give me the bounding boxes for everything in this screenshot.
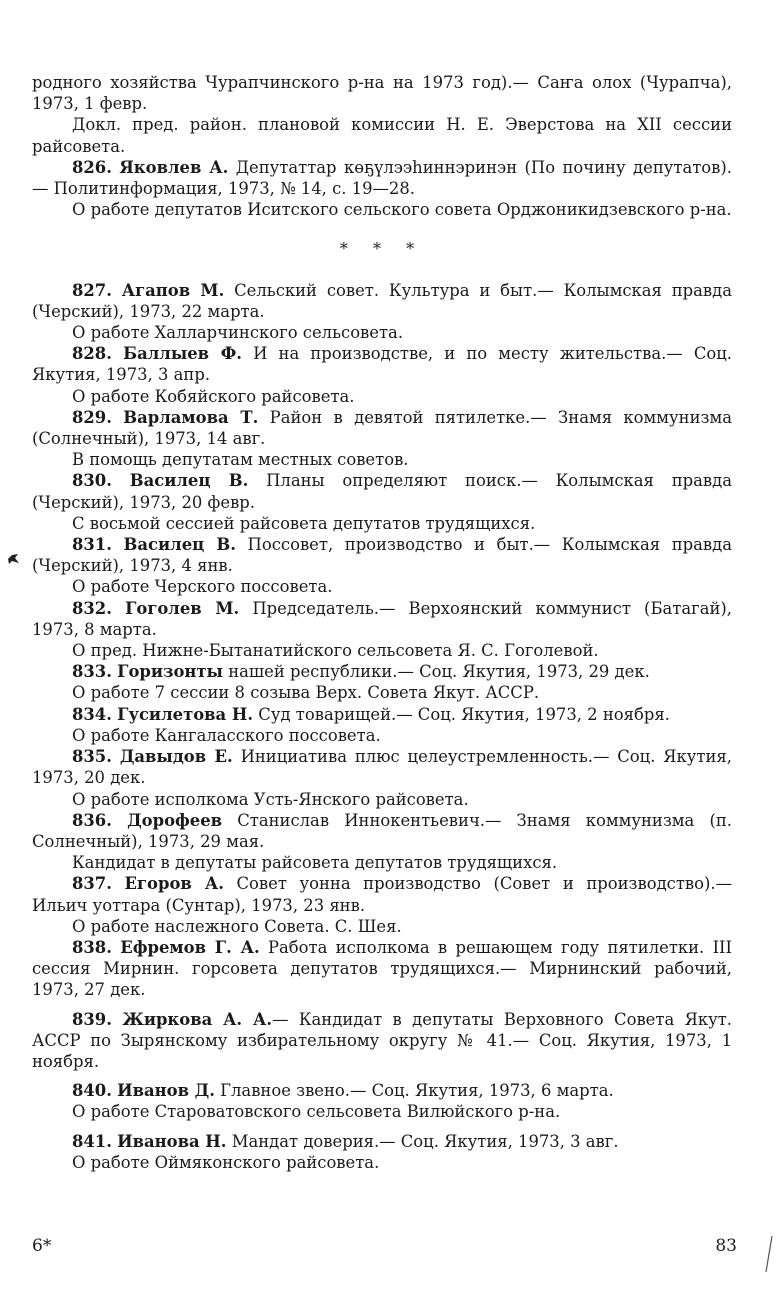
entry-number: 837.	[72, 874, 112, 894]
entry-author: Иванова Н.	[117, 1131, 227, 1151]
entry-citation	[32, 810, 732, 852]
entry-840	[32, 1080, 732, 1122]
entry-citation	[32, 470, 732, 512]
entry-author: Агапов М.	[121, 280, 225, 300]
entry-number: 836.	[72, 810, 112, 830]
entry-title: Район в девятой пятилетке.— Знамя коммунизма (Солнечный), 1973, 14 авг.	[32, 407, 732, 449]
entry-number: 840.	[72, 1081, 112, 1101]
entry-number: 826.	[72, 157, 112, 177]
entry-note: О работе 7 сессии 8 созыва Верх. Совета Якут. АССР.	[72, 683, 540, 703]
entry-829	[32, 407, 732, 471]
entry-number: 834.	[72, 704, 112, 724]
page-body	[32, 72, 732, 1173]
entry-citation	[32, 598, 732, 640]
entry-note: В помощь депутатам местных советов.	[72, 450, 409, 470]
entry-number: 835.	[72, 747, 112, 767]
entry-citation	[32, 1131, 732, 1152]
entry-number: 828.	[72, 344, 112, 364]
entry-827	[32, 280, 732, 344]
entry-note: О пред. Нижне-Бытанатийского сельсовета Я. С. Гоголевой.	[72, 641, 599, 661]
continued-entry-note: Докл. пред. район. плановой комиссии Н. Е. Эверстова на XII сессии райсовета.	[32, 115, 732, 156]
bibliography-list	[32, 280, 732, 1173]
ink-blot-icon	[6, 552, 20, 566]
entry-title: Станислав Иннокентьевич.— Знамя коммунизма (п. Солнечный), 1973, 29 мая.	[32, 810, 732, 851]
entry-citation	[32, 746, 732, 788]
entry-note: Кандидат в депутаты райсовета депутатов трудящихся.	[72, 853, 558, 873]
entry-number: 832.	[72, 598, 112, 618]
entry-citation	[32, 873, 732, 915]
entry-author: Дорофеев	[127, 810, 223, 830]
entry-citation	[32, 661, 732, 682]
entry-author: Егоров А.	[124, 874, 224, 894]
entry-author: Гусилетова Н.	[117, 704, 254, 724]
entry-title: Главное звено.— Соц. Якутия, 1973, 6 марта.	[214, 1081, 614, 1101]
entry-title: — Кандидат в депутаты Верховного Совета Якут. АССР по Зырянскому избирательному округу № 41.— Соц. Якутия, 1973, 1 ноября.	[32, 1009, 732, 1071]
entry-835	[32, 746, 732, 810]
entry-828	[32, 343, 732, 407]
entry-note: О работе Оймяконского райсовета.	[72, 1152, 380, 1172]
entry-note: О работе Черского поссовета.	[72, 577, 333, 597]
entry-note: С восьмой сессией райсовета депутатов трудящихся.	[72, 513, 536, 533]
spacer	[32, 1123, 732, 1131]
entry-title: Совет уонна производство (Совет и производство).— Ильич уоттара (Сунтар), 1973, 23 янв.	[32, 874, 732, 915]
entry-title: Инициатива плюс целеустремленность.— Соц. Якутия, 1973, 20 дек.	[32, 747, 732, 788]
entry-note: О работе наслежного Совета. С. Шея.	[72, 916, 402, 936]
entry-834	[32, 704, 732, 746]
entry-837	[32, 873, 732, 937]
entry-830	[32, 470, 732, 534]
page-number: 83	[715, 1236, 737, 1256]
entry-number: 839.	[72, 1009, 112, 1029]
entry-author: Баллыев Ф.	[123, 344, 242, 364]
section-separator: * * *	[339, 239, 425, 259]
entry-title: Депутаттар көҕүлээһиннэринэн (По почину депутатов).— Политинформация, 1973, № 14, с. 19—28.	[32, 157, 732, 199]
signature-mark: 6*	[32, 1236, 52, 1256]
entry-note: О работе Кангаласского поссовета.	[72, 725, 381, 745]
entry-title: Мандат доверия.— Соц. Якутия, 1973, 3 авг.	[226, 1131, 619, 1151]
entry-author: Василец В.	[123, 535, 236, 555]
entry-841	[32, 1131, 732, 1173]
entry-citation	[32, 407, 732, 449]
entry-839	[32, 1009, 732, 1073]
entry-number: 829.	[72, 407, 112, 427]
entry-author: Ефремов Г. А.	[120, 937, 260, 957]
entry-author: Гоголев М.	[125, 598, 240, 618]
entry-number: 833.	[72, 662, 112, 682]
entry-title: Суд товарищей.— Соц. Якутия, 1973, 2 ноября.	[253, 704, 670, 724]
entry-citation	[32, 534, 732, 576]
entry-author: Василец В.	[129, 471, 249, 491]
entry-author: Жиркова А. А.	[122, 1009, 273, 1029]
margin-stroke-icon	[764, 1234, 774, 1274]
entry-author: Горизонты	[117, 662, 223, 682]
entry-author: Яковлев А.	[119, 157, 229, 177]
entry-note: О работе Староватовского сельсовета Вилюйского р-на.	[72, 1102, 561, 1122]
entry-836	[32, 810, 732, 874]
entry-title: Планы определяют поиск.— Колымская правда (Черский), 1973, 20 февр.	[32, 471, 732, 512]
entry-citation	[32, 704, 732, 725]
entry-833	[32, 661, 732, 703]
entry-citation	[32, 1080, 732, 1101]
entry-number: 838.	[72, 937, 112, 957]
entry-838	[32, 937, 732, 1001]
entry-citation	[32, 343, 732, 385]
entry-number: 827.	[72, 280, 112, 300]
entry-number: 841.	[72, 1131, 112, 1151]
entry-author: Давыдов Е.	[119, 747, 233, 767]
entry-citation	[32, 280, 732, 322]
entry-citation	[32, 1009, 732, 1073]
entry-author: Варламова Т.	[123, 407, 259, 427]
entry-note: О работе депутатов Иситского сельского совета Орджоникидзевского р-на.	[72, 200, 732, 220]
entry-832	[32, 598, 732, 662]
entry-citation	[32, 937, 732, 1001]
entry-title: Работа исполкома в решающем году пятилетки. III сессия Мирнин. горсовета депутатов трудящихся.— Мирнинский рабочий, 1973, 27 дек.	[32, 937, 733, 1000]
entry-831	[32, 534, 732, 598]
spacer	[32, 1001, 732, 1009]
entry-author: Иванов Д.	[117, 1081, 215, 1101]
entry-number: 831.	[72, 535, 112, 555]
entry-title: нашей республики.— Соц. Якутия, 1973, 29 дек.	[222, 662, 650, 682]
entry-note: О работе Кобяйского райсовета.	[72, 386, 355, 406]
entry-title: Сельский совет. Культура и быт.— Колымская правда (Черский), 1973, 22 марта.	[32, 280, 733, 321]
spacer	[32, 1072, 732, 1080]
entry-826	[32, 157, 732, 221]
entry-number: 830.	[72, 471, 112, 491]
continued-entry-text: родного хозяйства Чурапчинского р-на на 1973 год).— Саҥа олох (Чурапча), 1973, 1 февр.	[32, 73, 732, 114]
entry-title: И на производстве, и по месту жительства.— Соц. Якутия, 1973, 3 апр.	[32, 344, 732, 385]
entry-title: Председатель.— Верхоянский коммунист (Батагай), 1973, 8 марта.	[32, 598, 733, 639]
entry-title: Поссовет, производство и быт.— Колымская правда (Черский), 1973, 4 янв.	[32, 535, 732, 576]
entry-note: О работе Халларчинского сельсовета.	[72, 323, 404, 343]
entry-note: О работе исполкома Усть-Янского райсовета.	[72, 789, 469, 809]
entry-citation	[32, 157, 732, 199]
